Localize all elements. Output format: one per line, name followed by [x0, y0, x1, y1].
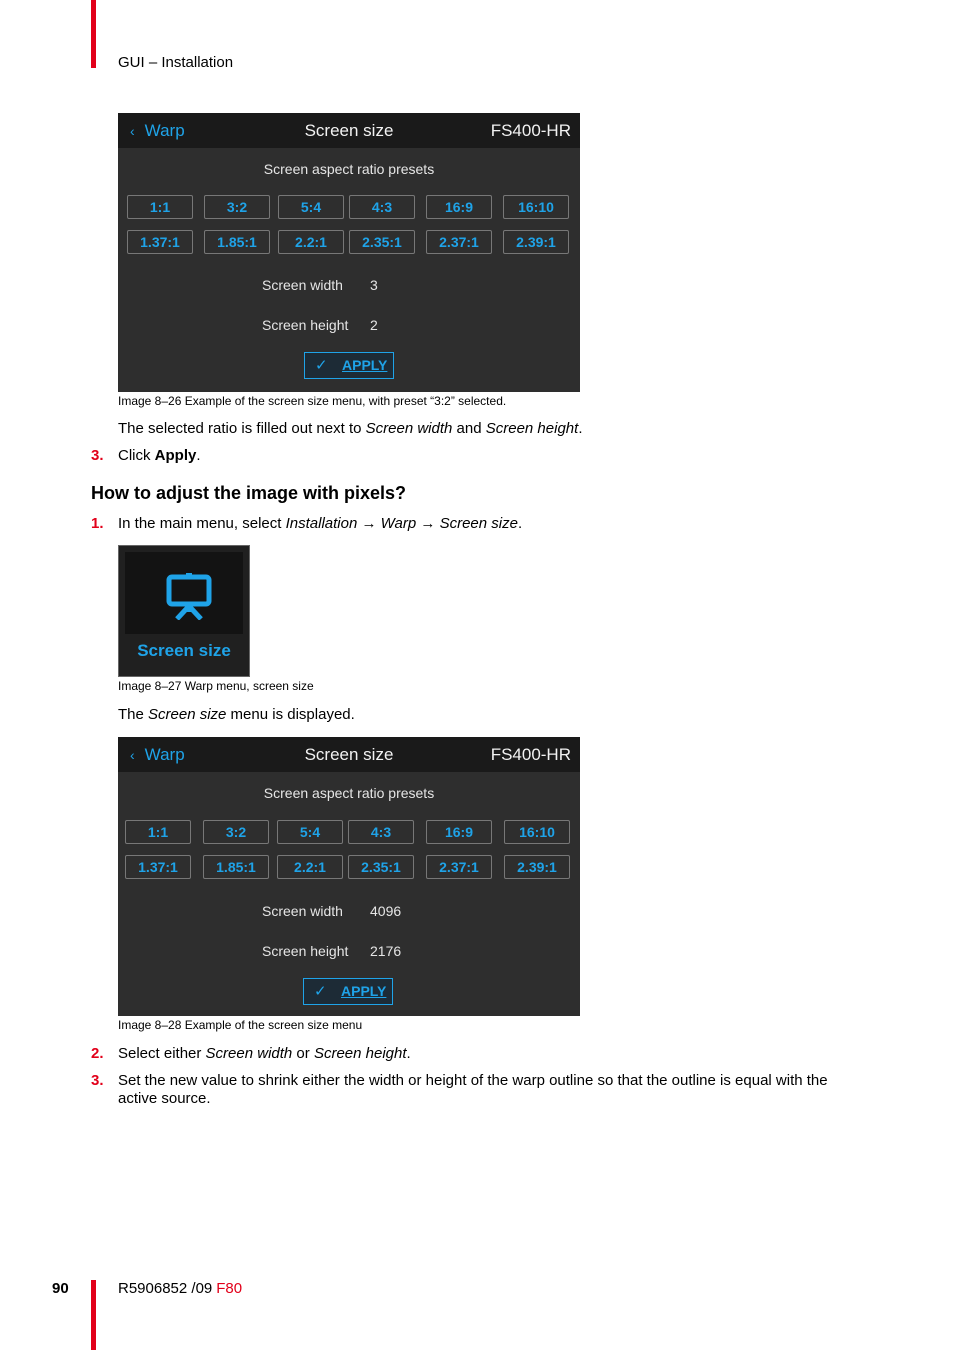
arrow-text: → — [416, 515, 440, 532]
text-run: The selected ratio is filled out next to — [118, 420, 366, 437]
text-italic: Warp — [380, 515, 417, 532]
page-number: 90 — [52, 1280, 69, 1297]
text-run: Click — [118, 447, 155, 464]
device-model: FS400-HR — [490, 121, 571, 140]
text-bold: Apply — [154, 447, 197, 464]
screen-height-field[interactable]: 2176 — [370, 943, 402, 959]
presets-label: Screen aspect ratio presets — [263, 161, 435, 177]
preset-button-1-1[interactable]: 1:1 — [125, 820, 191, 844]
menu-title-bar — [118, 113, 580, 148]
figure-caption: Image 8–28 Example of the screen size menu — [118, 1018, 363, 1032]
text-italic: Screen size — [439, 515, 518, 532]
footer-accent-bar — [91, 1280, 96, 1350]
step-text: Set the new value to shrink either the width or height of the warp outline so that the outline is equal with the active source. — [118, 1072, 828, 1107]
tile-label: Screen size — [137, 641, 231, 660]
text-italic: Screen height — [313, 1045, 407, 1062]
text-italic: Screen height — [485, 420, 579, 437]
apply-button[interactable] — [303, 978, 393, 1005]
preset-button-1-85-1[interactable]: 1.85:1 — [204, 230, 270, 254]
preset-button-5-4[interactable]: 5:4 — [277, 820, 343, 844]
figure-caption: Image 8–27 Warp menu, screen size — [118, 679, 314, 693]
page-header-title: GUI – Installation — [118, 54, 234, 71]
text-italic: Screen width — [205, 1045, 293, 1062]
preset-button-1-37-1[interactable]: 1.37:1 — [127, 230, 193, 254]
step-number: 3. — [91, 447, 104, 464]
tile-icon-area — [125, 552, 243, 634]
text-italic: Installation — [285, 515, 358, 532]
header-accent-bar — [91, 0, 96, 68]
menu-title-bar — [118, 737, 580, 772]
preset-button-16-9[interactable]: 16:9 — [426, 820, 492, 844]
document-number: R5906852 /09 — [118, 1280, 213, 1297]
text-run: . — [517, 515, 523, 532]
screen-size-menu-tile[interactable] — [118, 545, 250, 677]
back-label: Warp — [144, 745, 185, 764]
step-text — [118, 447, 848, 465]
preset-button-16-10[interactable]: 16:10 — [503, 195, 569, 219]
preset-button-2-39-1[interactable]: 2.39:1 — [504, 855, 570, 879]
apply-label: APPLY — [341, 983, 387, 999]
menu-title: Screen size — [304, 121, 394, 140]
text-run: . — [578, 420, 583, 437]
chevron-left-icon: ‹ — [130, 747, 135, 763]
document-revision: F80 — [216, 1280, 243, 1297]
preset-button-1-85-1[interactable]: 1.85:1 — [203, 855, 269, 879]
text-run: The — [118, 706, 149, 723]
text-italic: Screen width — [365, 420, 453, 437]
back-label: Warp — [144, 121, 185, 140]
screen-width-label: Screen width — [262, 903, 343, 919]
figure-caption: Image 8–26 Example of the screen size menu, with preset “3:2” selected. — [118, 394, 507, 408]
apply-label: APPLY — [342, 357, 388, 373]
section-heading: How to adjust the image with pixels? — [91, 483, 407, 503]
text-run: In the main menu, select — [118, 515, 286, 532]
screen-height-label: Screen height — [262, 943, 349, 959]
paragraph-selected-ratio — [118, 420, 582, 437]
text-run: . — [406, 1045, 411, 1062]
preset-button-1-37-1[interactable]: 1.37:1 — [125, 855, 191, 879]
screen-width-field[interactable]: 3 — [370, 277, 378, 293]
screen-width-field[interactable]: 4096 — [370, 903, 402, 919]
preset-button-2-35-1[interactable]: 2.35:1 — [349, 230, 415, 254]
preset-button-1-1[interactable]: 1:1 — [127, 195, 193, 219]
preset-button-2-35-1[interactable]: 2.35:1 — [348, 855, 414, 879]
text-run: . — [196, 447, 201, 464]
projection-screen-icon — [165, 572, 213, 620]
text-italic: Screen size — [148, 706, 227, 723]
presets-label: Screen aspect ratio presets — [263, 785, 435, 801]
screen-size-menu-figure-1 — [118, 113, 580, 392]
preset-button-16-10[interactable]: 16:10 — [504, 820, 570, 844]
preset-button-4-3[interactable]: 4:3 — [348, 820, 414, 844]
document-id — [118, 1280, 242, 1297]
preset-button-3-2[interactable]: 3:2 — [204, 195, 270, 219]
preset-button-4-3[interactable]: 4:3 — [349, 195, 415, 219]
text-run: Select either — [118, 1045, 206, 1062]
preset-button-2-37-1[interactable]: 2.37:1 — [426, 230, 492, 254]
step-text — [118, 1045, 848, 1063]
screen-size-menu-figure-2 — [118, 737, 580, 1016]
screen-height-label: Screen height — [262, 317, 349, 333]
text-run: or — [292, 1045, 314, 1062]
text-run: and — [452, 420, 486, 437]
preset-button-16-9[interactable]: 16:9 — [426, 195, 492, 219]
step-text — [118, 515, 848, 533]
apply-button[interactable] — [304, 352, 394, 379]
text-run: menu is displayed. — [226, 706, 355, 723]
preset-button-3-2[interactable]: 3:2 — [203, 820, 269, 844]
menu-title: Screen size — [304, 745, 394, 764]
checkmark-icon: ✓ — [315, 357, 328, 374]
preset-button-2-37-1[interactable]: 2.37:1 — [426, 855, 492, 879]
step-number: 1. — [91, 515, 104, 532]
checkmark-icon: ✓ — [314, 983, 327, 1000]
preset-button-5-4[interactable]: 5:4 — [278, 195, 344, 219]
preset-button-2-2-1[interactable]: 2.2:1 — [278, 230, 344, 254]
paragraph-menu-displayed — [118, 706, 355, 723]
step-number: 3. — [91, 1072, 104, 1089]
chevron-left-icon: ‹ — [130, 123, 135, 139]
preset-button-2-2-1[interactable]: 2.2:1 — [277, 855, 343, 879]
step-number: 2. — [91, 1045, 104, 1062]
device-model: FS400-HR — [490, 745, 571, 764]
screen-height-field[interactable]: 2 — [370, 317, 378, 333]
screen-width-label: Screen width — [262, 277, 343, 293]
arrow-text: → — [357, 515, 381, 532]
preset-button-2-39-1[interactable]: 2.39:1 — [503, 230, 569, 254]
